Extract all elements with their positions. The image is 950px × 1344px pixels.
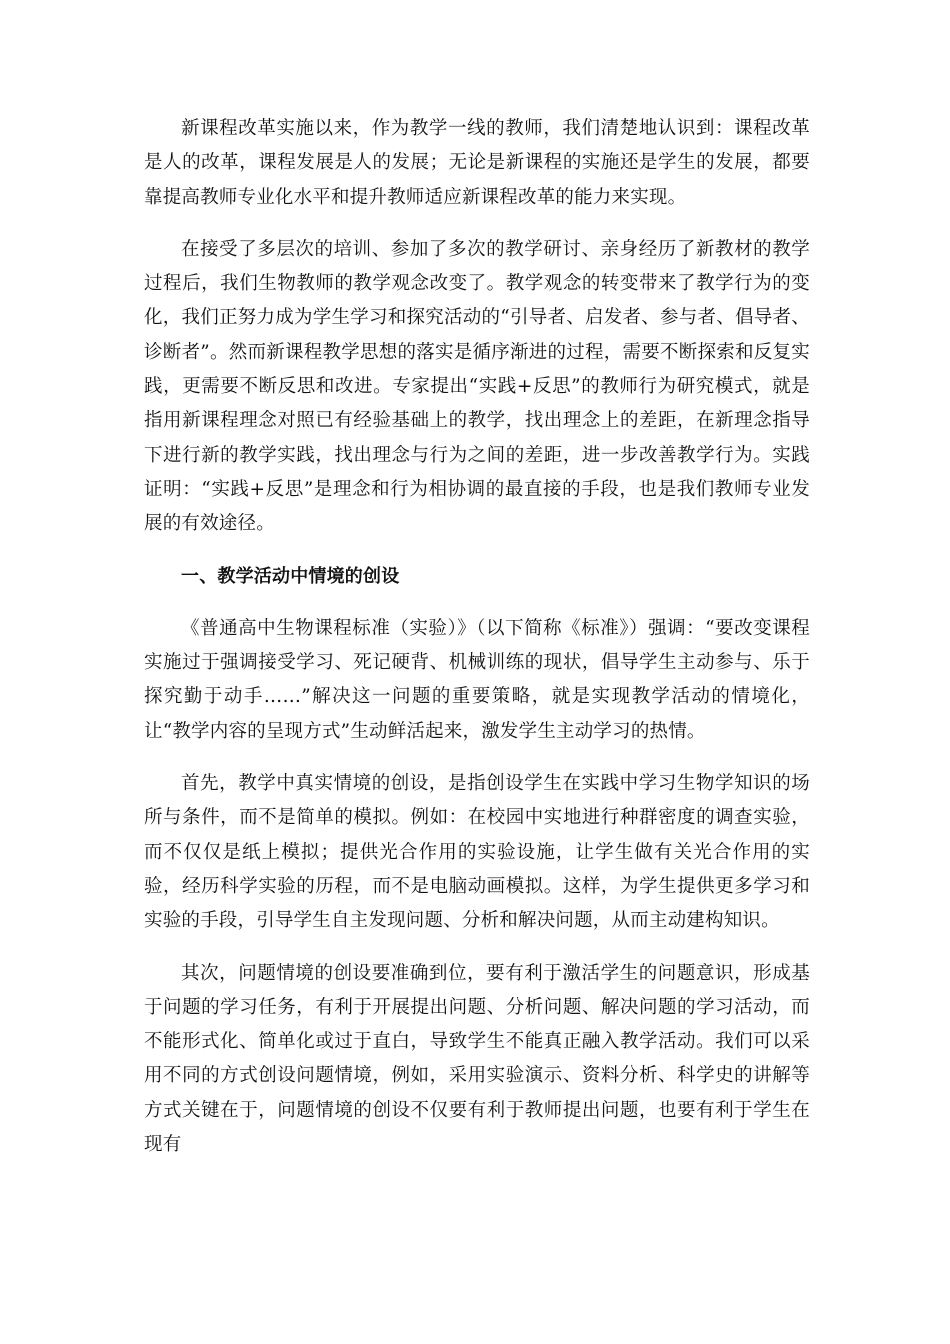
- paragraph-gap: [144, 939, 810, 957]
- paragraph-first: 首先，教学中真实情境的创设，是指创设学生在实践中学习生物学知识的场所与条件，而不是简单的模拟。例如：在校园中实地进行种群密度的调查实验，而不仅仅是纸上模拟；提供光合作用的实验设施，让学生做有关光合作用的实验，经历科学实验的历程，而不是电脑动画模拟。这样，为学生提供更多学习和实验的手段，引导学生自主发现问题、分析和解决问题，从而主动建构知识。: [144, 773, 810, 932]
- paragraph-reflection: 在接受了多层次的培训、参加了多次的教学研讨、亲身经历了新教材的教学过程后，我们生物教师的教学观念改变了。教学观念的转变带来了教学行为的变化，我们正努力成为学生学习和探究活动的“引导者、启发者、参与者、倡导者、诊断者”。然而新课程教学思想的落实是循序渐进的过程，需要不断探索和反复实践，更需要不断反思和改进。专家提出“实践+反思”的教师行为研究模式，就是指用新课程理念对照已有经验基础上的教学，找出理念上的差距，在新理念指导下进行新的教学实践，找出理念与行为之间的差距，进一步改善教学行为。实践证明：“实践+反思”是理念和行为相协调的最直接的手段，也是我们教师专业发展的有效途径。: [144, 238, 810, 535]
- paragraph-gap: [144, 215, 810, 233]
- paragraph-gap: [144, 749, 810, 767]
- paragraph-gap: [144, 594, 810, 612]
- paragraph-gap: [144, 542, 810, 560]
- paragraph-second: 其次，问题情境的创设要准确到位，要有利于激活学生的问题意识，形成基于问题的学习任务，有利于开展提出问题、分析问题、解决问题的学习活动，而不能形式化、简单化或过于直白，导致学生不能真正融入教学活动。我们可以采用不同的方式创设问题情境，例如，采用实验演示、资料分析、科学史的讲解等方式关键在于，问题情境的创设不仅要有利于教师提出问题，也要有利于学生在现有: [144, 962, 810, 1156]
- section-heading: 一、教学活动中情境的创设: [181, 565, 400, 587]
- paragraph-intro: 新课程改革实施以来，作为教学一线的教师，我们清楚地认识到：课程改革是人的改革，课程发展是人的发展；无论是新课程的实施还是学生的发展，都要靠提高教师专业化水平和提升教师适应新课程改革的能力来实现。: [144, 118, 810, 208]
- document-page: [144, 112, 810, 1162]
- paragraph-standard: 《普通高中生物课程标准（实验）》（以下简称《标准》）强调：“要改变课程实施过于强调接受学习、死记硬背、机械训练的现状，倡导学生主动参与、乐于探究勤于动手……”解决这一问题的重要策略，就是实现教学活动的情境化，让“教学内容的呈现方式”生动鲜活起来，激发学生主动学习的热情。: [144, 617, 810, 742]
